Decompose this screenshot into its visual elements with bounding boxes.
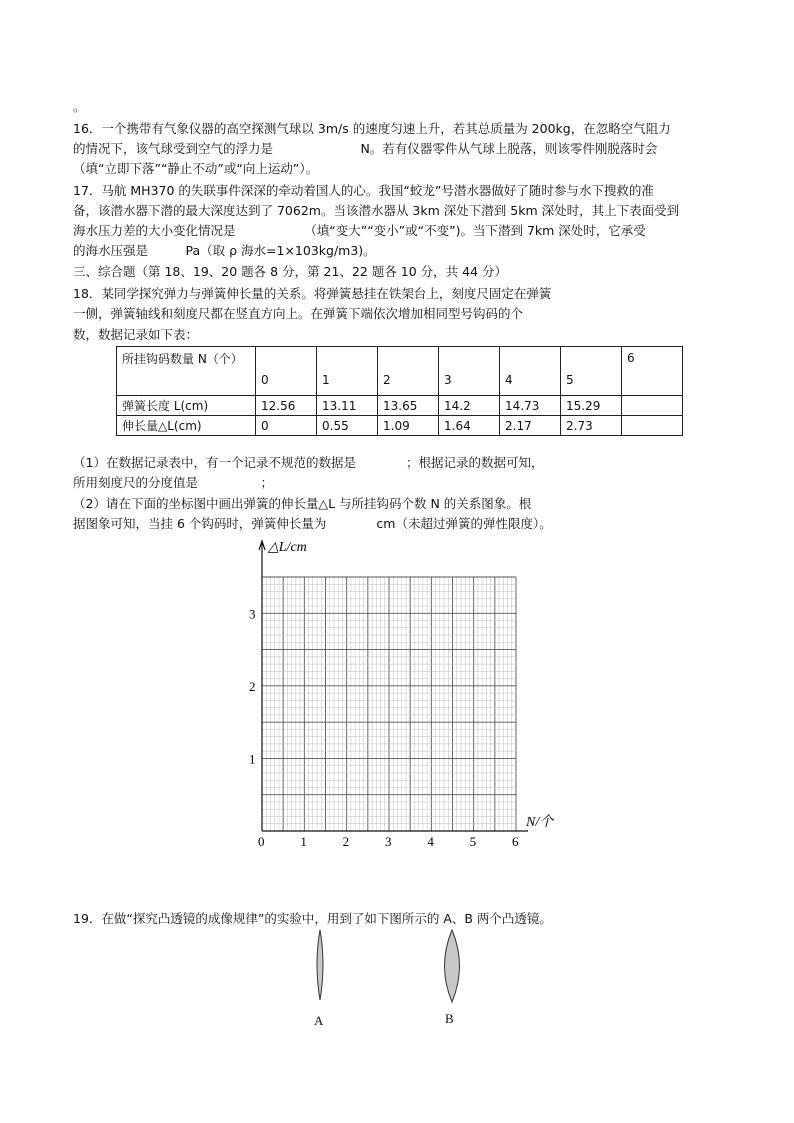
length-cell: 13.65: [378, 396, 439, 416]
count-header: 所挂钩码数量 N（个）: [117, 347, 256, 396]
y-tick-label: 1: [249, 751, 256, 767]
extension-cell: 2.17: [500, 416, 561, 436]
grid-layer: [262, 577, 516, 831]
count-cell: 2: [378, 347, 439, 396]
extension-graph: [0, 530, 794, 910]
fragment-end-mark: 。: [73, 99, 86, 114]
lens-a-label: A: [314, 1013, 324, 1028]
spring-data-table: [116, 346, 683, 436]
table-row: [117, 396, 683, 416]
extension-cell: 1.09: [378, 416, 439, 436]
length-cell: 14.2: [439, 396, 500, 416]
count-cell: 0: [256, 347, 317, 396]
q19-line-1: 19．在做“探究凸透镜的成像规律”的实验中，用到了如下图所示的 A、B 两个凸透镜。: [73, 911, 552, 926]
count-cell: 4: [500, 347, 561, 396]
count-cell: 5: [561, 347, 622, 396]
q16-line-3: （填“立即下落”“静止不动”或“向上运动”）。: [73, 161, 319, 176]
q18-line-3: 数，数据记录如下表：: [73, 327, 199, 342]
q16-line-2: 的情况下，该气球受到空气的浮力是 N。若有仪器零件从气球上脱落，则该零件刚脱落时会: [73, 141, 658, 156]
q17-line-4: 的海水压强是 Pa（取 ρ 海水=1×103kg/m3)。: [73, 243, 376, 258]
lens-b-shape: [437, 928, 467, 1008]
table-row: [117, 347, 683, 396]
extension-row-label: 伸长量△L(cm): [117, 416, 256, 436]
y-tick-label: 3: [249, 606, 256, 622]
length-row-label: 弹簧长度 L(cm): [117, 396, 256, 416]
x-tick-label: 5: [469, 834, 477, 849]
x-tick-label: 3: [385, 834, 392, 849]
section-3-heading: 三、综合题（第 18、19、20 题各 8 分，第 21、22 题各 10 分，共 44 分）: [73, 264, 508, 279]
table-row: [117, 416, 683, 436]
count-cell: 1: [317, 347, 378, 396]
extension-cell: [622, 416, 683, 436]
length-cell: 12.56: [256, 396, 317, 416]
count-cell: 3: [439, 347, 500, 396]
length-cell: [622, 396, 683, 416]
length-cell: 13.11: [317, 396, 378, 416]
lens-a-shape: [310, 928, 330, 1008]
q17-line-1: 17．马航 MH370 的失联事件深深的牵动着国人的心。我国“蛟龙”号潜水器做好了随时参与水下搜救的准: [73, 183, 654, 198]
x-tick-label: 6: [512, 834, 519, 849]
extension-cell: 2.73: [561, 416, 622, 436]
q18-line-2: 一侧，弹簧轴线和刻度尺都在竖直方向上。在弹簧下端依次增加相同型号钩码的个: [73, 306, 524, 321]
q18-part1-line-1: （1）在数据记录表中，有一个记录不规范的数据是 ；根据记录的数据可知，: [73, 455, 544, 470]
count-cell: 6: [622, 347, 683, 396]
q18-line-1: 18．某同学探究弹力与弹簧伸长量的关系。将弹簧悬挂在铁架台上，刻度尺固定在弹簧: [73, 286, 552, 301]
y-axis-label: △L/cm: [268, 540, 307, 555]
length-cell: 14.73: [500, 396, 561, 416]
q18-part2-line-1: （2）请在下面的坐标图中画出弹簧的伸长量△L 与所挂钩码个数 N 的关系图象。根: [73, 496, 532, 511]
extension-cell: 1.64: [439, 416, 500, 436]
length-cell: 15.29: [561, 396, 622, 416]
x-tick-label: 0: [258, 834, 265, 849]
x-tick-label: 1: [300, 834, 307, 849]
tick-layer: [249, 606, 519, 849]
q17-line-3: 海水压力差的大小变化情况是 （填“变大”“变小”或“不变”)。当下潜到 7km 深处时，它承受: [73, 223, 646, 238]
extension-cell: 0: [256, 416, 317, 436]
extension-cell: 0.55: [317, 416, 378, 436]
x-tick-label: 2: [342, 834, 350, 849]
q16-line-1: 16．一个携带有气象仪器的高空探测气球以 3m/s 的速度匀速上升，若其总质量为 200kg，在忽略空气阻力: [73, 121, 671, 136]
x-tick-label: 4: [427, 834, 434, 849]
q18-part1-line-2: 所用刻度尺的分度值是 ；: [73, 475, 274, 490]
y-tick-label: 2: [249, 678, 256, 694]
lens-b-label: B: [445, 1011, 454, 1026]
x-axis-label: N/个: [526, 815, 554, 830]
q18-part2-line-2: 据图象可知，当挂 6 个钩码时，弹簧伸长量为 cm（未超过弹簧的弹性限度）。: [73, 516, 552, 531]
q17-line-2: 备，该潜水器下潜的最大深度达到了 7062m。当该潜水器从 3km 深处下潜到 5km 深处时，其上下表面受到: [73, 203, 680, 218]
